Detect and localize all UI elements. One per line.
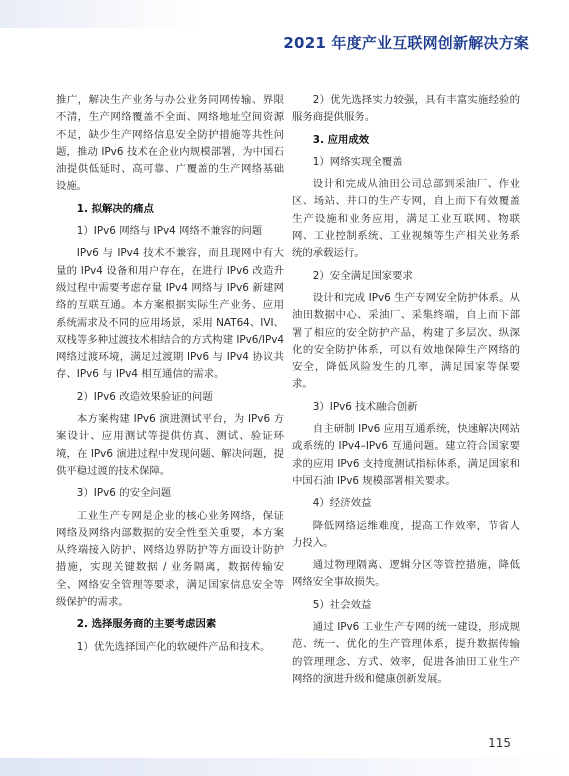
paragraph: 设计和完成从油田公司总部到采油厂、作业区、场站、井口的生产专网，自上而下有效覆盖生产设施和业务应用，满足工业互联网、物联网、工业控制系统、工业视频等生产相关业务系统的承载运行。 bbox=[292, 178, 520, 260]
paragraph: 2）优先选择实力较强，具有丰富实施经验的服务商提供服务。 bbox=[292, 94, 520, 124]
paragraph: 设计和完成 IPv6 生产专网安全防护体系。从油田数据中心、采油厂、采集终端，自上而下部署了相应的安全防护产品，构建了多层次、纵深化的安全防护体系，可以有效地保障生产网络的安全，降低风险发生的几率，满足国家等保要求。 bbox=[292, 291, 520, 391]
subheading: 3）IPv6 的安全问题 bbox=[76, 487, 172, 500]
paragraph: 降低网络运维难度，提高工作效率，节省人力投入。 bbox=[292, 519, 520, 549]
paragraph: 自主研制 IPv6 应用互通系统，快速解决网站或系统的 IPv4–IPv6 互通问题。建立符合国家要求的应用 IPv6 支持度测试指标体系，满足国家和中国石油 IPv6 规模部署相关要求。 bbox=[292, 423, 520, 487]
section-heading: 3. 应用成效 bbox=[312, 133, 370, 146]
paragraph: 通过物理隔离、逻辑分区等管控措施，降低网络安全事故损失。 bbox=[292, 559, 520, 589]
subheading: 1）网络实现全覆盖 bbox=[312, 155, 403, 168]
subheading: 1）IPv6 网络与 IPv4 网络不兼容的问题 bbox=[76, 225, 263, 238]
page-number: 115 bbox=[488, 736, 511, 750]
paragraph: 1）优先选择国产化的软硬件产品和技术。 bbox=[76, 640, 271, 653]
subheading: 5）社会效益 bbox=[312, 598, 372, 611]
subheading: 4）经济效益 bbox=[312, 497, 372, 510]
paragraph: 本方案构建 IPv6 演进测试平台，为 IPv6 方案设计、应用测试等提供仿真、测试、验证环境，在 IPv6 演进过程中发现问题、解决问题，提供平稳过渡的技术保障。 bbox=[56, 413, 284, 477]
section-heading: 1. 拟解决的痛点 bbox=[76, 202, 154, 215]
subheading: 2）安全满足国家要求 bbox=[312, 269, 413, 282]
paragraph: 工业生产专网是企业的核心业务网络，保证网络及网络内部数据的安全性至关重要，本方案从终端接入防护、网络边界防护等方面设计防护措施，实现关键数据 / 业务隔离，数据传输安全、网络安全管理等要求，满足国家信息安全等级保护的需求。 bbox=[56, 509, 284, 609]
header-corner-decoration bbox=[0, 0, 200, 28]
running-header-title: 2021 年度产业互联网创新解决方案 bbox=[283, 34, 529, 52]
right-column bbox=[292, 92, 520, 693]
footer-decoration-bar bbox=[0, 758, 569, 776]
subheading: 2）IPv6 改造效果验证的问题 bbox=[76, 390, 213, 403]
section-heading: 2. 选择服务商的主要考虑因素 bbox=[76, 618, 217, 631]
paragraph: 通过 IPv6 工业生产专网的统一建设，形成规范、统一、优化的生产管理体系，提升数据传输的管理理念、方式、效率，促进各油田工业生产网络的演进升级和健康创新发展。 bbox=[292, 621, 520, 685]
paragraph: 推广，解决生产业务与办公业务同网传输、界限不清，生产网络覆盖不全面、网络地址空间资源不足，缺少生产网络信息安全防护措施等共性问题，推动 IPv6 技术在企业内规模部署，为中国石油提供低延时、高可靠、广覆盖的生产网络基础设施。 bbox=[56, 94, 284, 193]
subheading: 3）IPv6 技术融合创新 bbox=[312, 400, 418, 413]
paragraph: IPv6 与 IPv4 技术不兼容，而且现网中有大量的 IPv4 设备和用户存在，在进行 IPv6 改造升级过程中需要考虑存量 IPv4 网络与 IPv6 新建网络的互联互通。本方案根据实际生产业务、应用系统需求及不同的应用场景，采用 NAT64、IVI、双栈等多种过渡技术相结合的方式构建 IPv6/IPv4 网络过渡环境，满足过渡期 IPv6 与 IPv4 协议共存、IPv6 与 IPv4 相互通信的需求。 bbox=[56, 247, 284, 381]
left-column bbox=[56, 92, 284, 661]
